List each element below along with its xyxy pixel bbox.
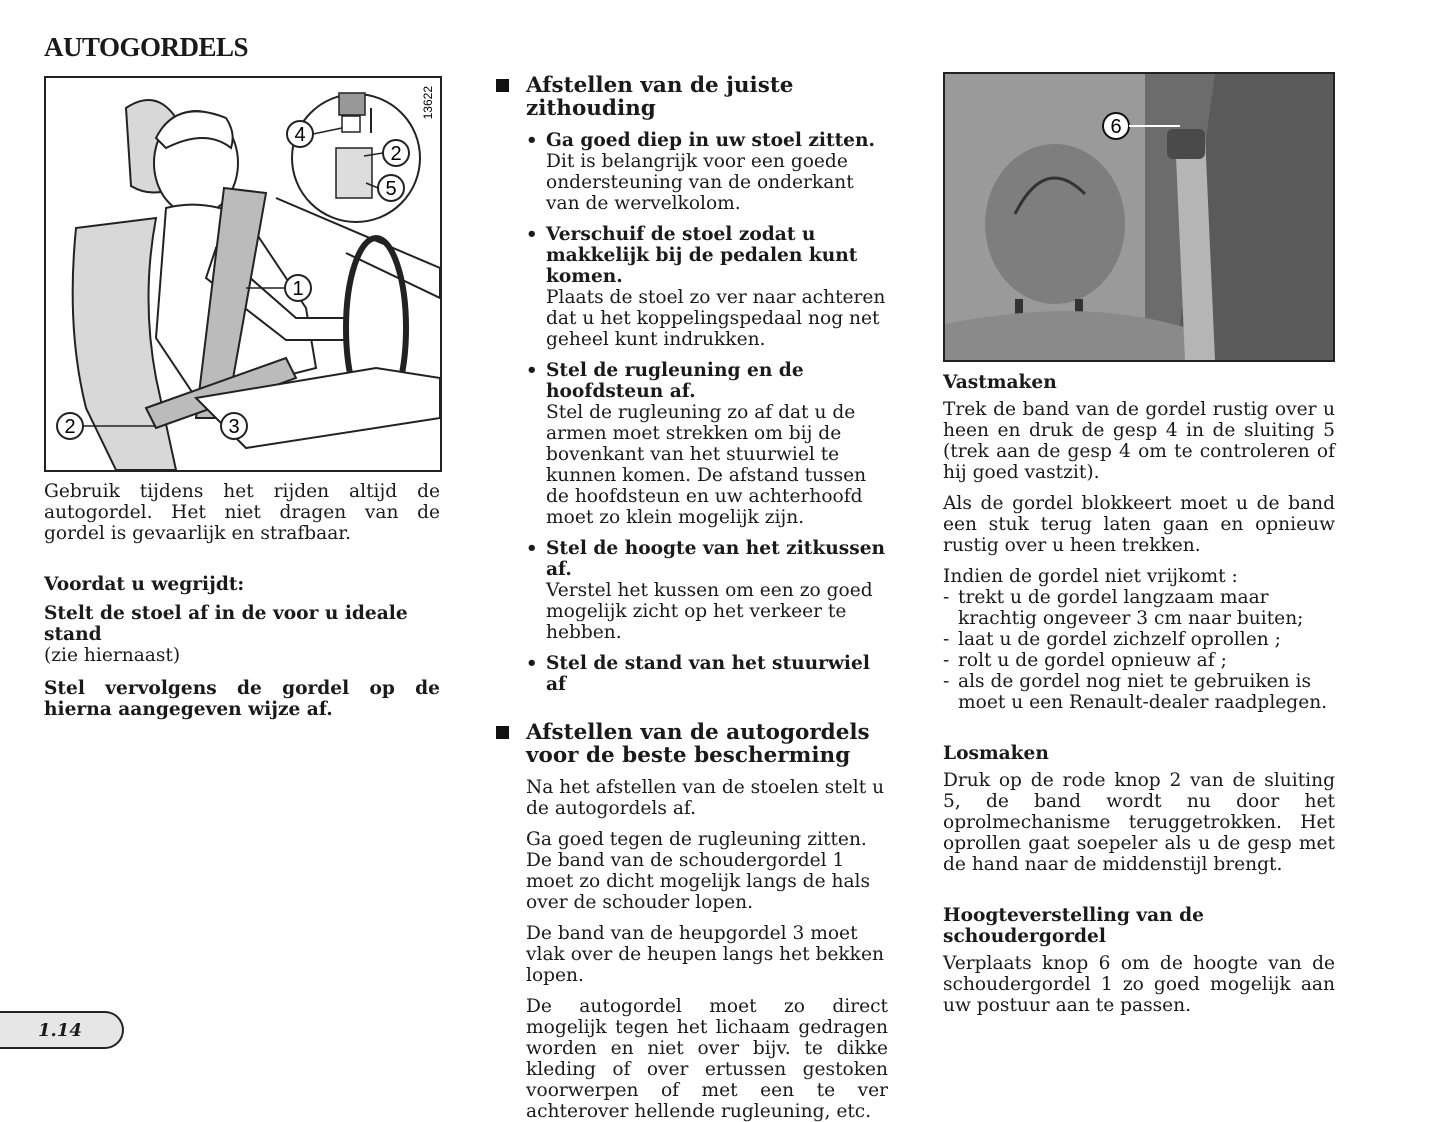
page-number-tab <box>0 1011 124 1049</box>
headrest-photo <box>943 72 1335 362</box>
callout-2: 2 <box>64 416 76 438</box>
section2-heading: Afstellen van de autogordels voor de beste bescherming <box>496 721 888 767</box>
step1-rest: (zie hiernaast) <box>44 645 181 666</box>
release-heading: Losmaken <box>943 743 1049 764</box>
paragraph: De band van de heupgordel 3 moet vlak over de heupen langs het bekken lopen. <box>526 923 884 986</box>
intro-text: Gebruik tijdens het rijden altijd de autogordel. Het niet dragen van de gordel is gevaarlijk en strafbaar. <box>44 481 440 544</box>
block-text: Als de gordel blokkeert moet u de band een stuk terug laten gaan en opnieuw rustig over u heen trekken. <box>943 493 1335 556</box>
paragraph: Na het afstellen van de stoelen stelt u de autogordels af. <box>526 777 885 819</box>
paragraph: De autogordel moet zo direct mogelijk tegen het lichaam gedragen worden en niet over bijv. te dikke kleding of over ertussen gestoken voorwerpen of met een te ver achterover hellende rugleuning, etc. <box>526 996 888 1122</box>
page-title: AUTOGORDELS <box>44 32 249 62</box>
callout-3: 3 <box>228 416 240 438</box>
paragraph: Ga goed tegen de rugleuning zitten. De band van de schoudergordel 1 moet zo dicht mogelijk langs de hals over de schouder lopen. <box>526 829 871 913</box>
column-left <box>44 481 440 720</box>
callout-2-inset: 2 <box>390 143 402 165</box>
height-text: Verplaats knop 6 om de hoogte van de schoudergordel 1 zo goed mogelijk aan uw postuur aan te passen. <box>943 953 1335 1016</box>
height-heading: Hoogteverstelling van de schoudergordel <box>943 905 1204 947</box>
list-item: - trekt u de gordel langzaam maar krachtig ongeveer 3 cm naar buiten; <box>943 587 1335 629</box>
square-bullet-icon <box>496 726 509 739</box>
headrest-photo-drawing <box>945 74 1333 360</box>
list-item: - rolt u de gordel opnieuw af ; <box>943 650 1335 671</box>
square-bullet-icon <box>496 79 509 92</box>
column-right <box>943 372 1335 1016</box>
figure-code: 13622 <box>421 86 435 120</box>
list-item: • Stel de hoogte van het zitkussen af. Verstel het kussen om een zo goed mogelijk zicht op het verkeer te hebben. <box>526 538 888 643</box>
before-heading: Voordat u wegrijdt: <box>44 574 245 595</box>
seatbelt-illustration <box>44 76 442 472</box>
column-middle <box>496 74 888 1122</box>
posture-list <box>496 130 888 695</box>
seatbelt-drawing <box>46 78 440 470</box>
callout-1: 1 <box>292 278 304 300</box>
list-item: • Stel de stand van het stuurwiel af <box>526 653 888 695</box>
belt-paragraphs <box>526 777 888 1122</box>
callout-5: 5 <box>385 178 397 200</box>
step1-bold: Stelt de stoel af in de voor u ideale stand <box>44 603 408 645</box>
callout-6: 6 <box>1110 116 1122 138</box>
fasten-heading: Vastmaken <box>943 372 1057 393</box>
notfree-list <box>943 587 1335 713</box>
list-item: • Ga goed diep in uw stoel zitten. Dit is belangrijk voor een goede ondersteuning van de onderkant van de wervelkolom. <box>526 130 888 214</box>
fasten-text: Trek de band van de gordel rustig over u heen en druk de gesp 4 in de sluiting 5 (trek aan de gesp 4 om te controleren of hij goed vastzit). <box>943 399 1335 483</box>
list-item: - laat u de gordel zichzelf oprollen ; <box>943 629 1335 650</box>
release-text: Druk op de rode knop 2 van de sluiting 5, de band wordt nu door het oprolmechanisme teruggetrokken. Het oprollen gaat soepeler als u de gesp met de hand naar de middenstijl brengt. <box>943 770 1335 875</box>
section1-heading: Afstellen van de juiste zithouding <box>496 74 888 120</box>
list-item: • Stel de rugleuning en de hoofdsteun af. Stel de rugleuning zo af dat u de armen moet strekken om bij de bovenkant van het stuurwiel te kunnen komen. De afstand tussen de hoofdsteun en uw achterhoofd moet zo klein mogelijk zijn. <box>526 360 888 528</box>
page-number: 1.14 <box>38 1019 82 1041</box>
notfree-intro: Indien de gordel niet vrijkomt : <box>943 566 1238 587</box>
callout-4: 4 <box>294 124 306 146</box>
list-item: - als de gordel nog niet te gebruiken is moet u een Renault-dealer raadplegen. <box>943 671 1335 713</box>
step2-text: Stel vervolgens de gordel op de hierna aangegeven wijze af. <box>44 678 440 720</box>
list-item: • Verschuif de stoel zodat u makkelijk bij de pedalen kunt komen. Plaats de stoel zo ver naar achteren dat u het koppelingspedaal nog net geheel kunt indrukken. <box>526 224 888 350</box>
